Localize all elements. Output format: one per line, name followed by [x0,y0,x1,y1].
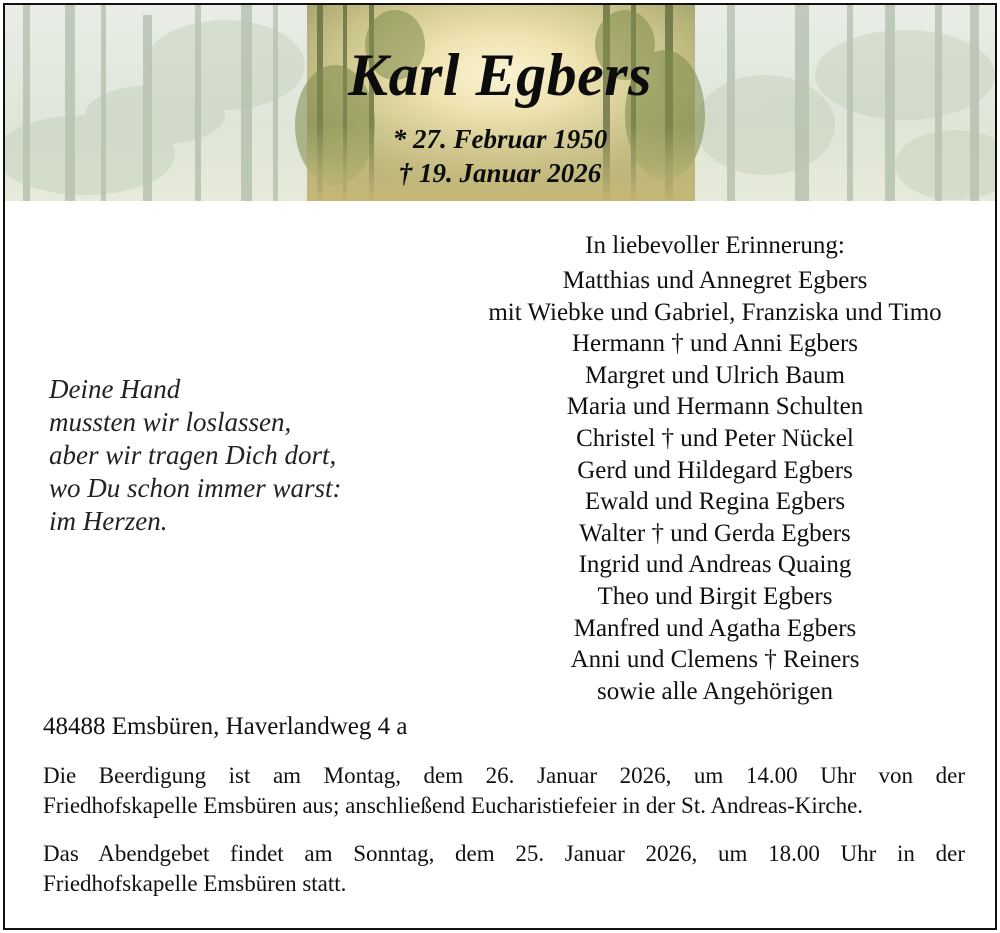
mourners-intro: In liebevoller Erinnerung: [585,232,845,259]
funeral-notice-line: Friedhofskapelle Emsbüren aus; anschließend Eucharistiefeier in der St. Andreas-Kirche. [43,793,864,818]
mourner-line: sowie alle Angehörigen [596,677,834,705]
mourner-line: Margret und Ulrich Baum [585,361,845,389]
poem-line: wo Du schon immer warst: [49,473,342,503]
mourner-line: Christel † und Peter Nückel [576,424,854,452]
funeral-notice-line: Die Beerdigung ist am Montag, dem 26. Januar 2026, um 14.00 Uhr von der [43,763,965,788]
evening-prayer-notice [43,839,965,899]
mourner-line: Walter † und Gerda Egbers [579,519,851,547]
mourner-line: Theo und Birgit Egbers [597,582,833,610]
mourner-line: Matthias und Annegret Egbers [562,267,868,294]
poem-line: im Herzen. [49,506,168,536]
funeral-notice [43,761,965,821]
poem-line: Deine Hand [49,374,181,404]
poem-line: mussten wir loslassen, [49,407,292,437]
prayer-notice-line: Das Abendgebet findet am Sonntag, dem 25. Januar 2026, um 18.00 Uhr in der [43,841,965,866]
obituary-frame [3,3,997,930]
mourner-line: Manfred und Agatha Egbers [573,614,857,642]
family-address: 48488 Emsbüren, Haverlandweg 4 a [43,713,408,740]
forest-banner [5,5,995,201]
deceased-name: Karl Egbers [348,42,652,108]
mourners-list [455,227,975,707]
mourner-line: Maria und Hermann Schulten [566,393,864,421]
mourner-line: mit Wiebke und Gabriel, Franziska und Timo [488,298,942,326]
mourner-line: Gerd und Hildegard Egbers [577,456,853,484]
mourner-line: Ewald und Regina Egbers [584,488,846,516]
birth-date: * 27. Februar 1950 [392,124,608,154]
mourner-line: Hermann † und Anni Egbers [571,330,859,358]
death-date: † 19. Januar 2026 [398,158,602,188]
poem-line: aber wir tragen Dich dort, [49,440,337,470]
mourner-line: Anni und Clemens † Reiners [570,646,860,674]
mourner-line: Ingrid und Andreas Quaing [578,551,852,579]
prayer-notice-line: Friedhofskapelle Emsbüren statt. [43,871,347,896]
poem [49,373,342,538]
